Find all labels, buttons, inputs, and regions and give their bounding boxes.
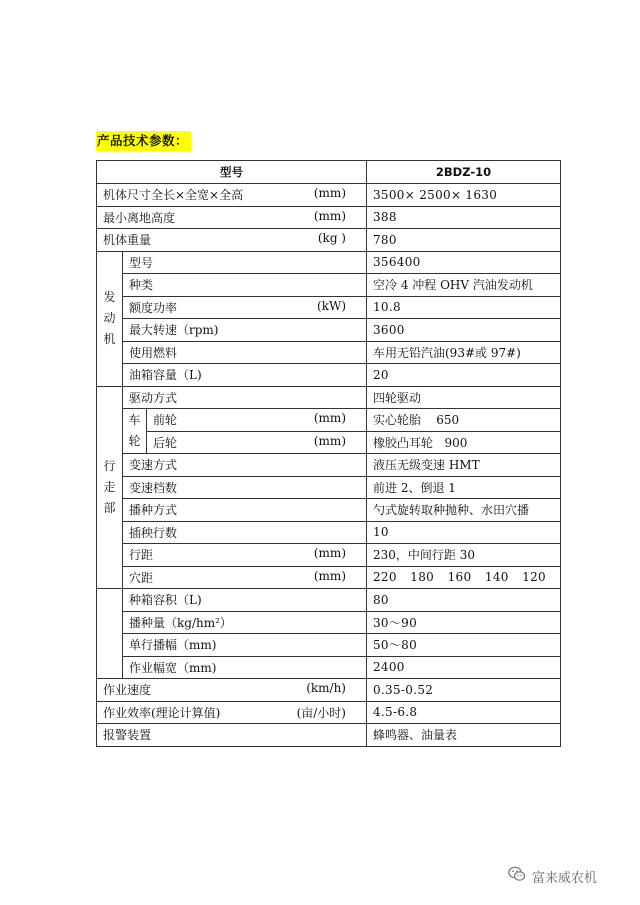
table-row (97, 431, 561, 454)
row-label: 使用燃料 (123, 341, 367, 364)
row-label: 播种量（kg/hm²） (123, 611, 367, 634)
row-value: 勺式旋转取种抛种、水田穴播 (367, 499, 561, 522)
row-label: 变速档数 (123, 476, 367, 499)
row-label: 油箱容量（L) (123, 364, 367, 387)
hole-spacing-value: 120 (522, 570, 546, 585)
row-value: 0.35-0.52 (367, 679, 561, 702)
hole-spacing-value: 220 (373, 570, 397, 585)
table-row (97, 229, 561, 252)
row-label: 作业速度 (103, 683, 152, 698)
table-row (97, 274, 561, 297)
engine-group-label: 发 动 机 (97, 251, 123, 386)
row-value: 50～80 (367, 634, 561, 657)
row-value: 10.8 (367, 296, 561, 319)
table-row (97, 701, 561, 724)
row-label: 驱动方式 (123, 386, 367, 409)
row-unit: (mm) (313, 433, 346, 448)
row-unit: (mm) (313, 186, 346, 201)
table-row (97, 319, 561, 342)
table-row (97, 544, 561, 567)
row-value: 橡胶凸耳轮 900 (367, 431, 561, 454)
row-value: 4.5-6.8 (367, 701, 561, 724)
row-label: 型号 (123, 251, 367, 274)
table-row (97, 634, 561, 657)
hole-spacing-value: 160 (447, 570, 472, 585)
row-label: 行距 (129, 548, 154, 563)
header-model-value: 2BDZ-10 (367, 161, 561, 184)
row-value: 空冷 4 冲程 OHV 汽油发动机 (367, 274, 561, 297)
table-row (97, 679, 561, 702)
header-model-label: 型号 (97, 161, 367, 184)
row-label: 作业幅宽（mm) (123, 656, 367, 679)
travel-group-label: 行 走 部 (97, 386, 123, 589)
row-unit: (mm) (313, 208, 346, 223)
table-row (97, 341, 561, 364)
row-value: 80 (367, 589, 561, 612)
row-label: 单行播幅（mm) (123, 634, 367, 657)
row-label: 机体尺寸全长×全宽×全高 (103, 188, 244, 203)
row-label: 后轮 (153, 435, 178, 450)
row-value: 388 (367, 206, 561, 229)
row-value: 10 (367, 521, 561, 544)
table-row (97, 611, 561, 634)
row-label: 最大转速（rpm) (123, 319, 367, 342)
row-unit: (kW) (317, 298, 346, 313)
table-row (97, 566, 561, 589)
table-row (97, 521, 561, 544)
row-value: 20 (367, 364, 561, 387)
row-unit: (km/h) (306, 681, 346, 696)
row-label: 播种方式 (123, 499, 367, 522)
row-value: 230，中间行距 30 (367, 544, 561, 567)
row-unit: (亩/小时) (296, 705, 346, 720)
hole-spacing-values (373, 570, 560, 584)
table-header (97, 161, 561, 184)
watermark-text: 富来威农机 (532, 870, 598, 886)
row-label: 种类 (123, 274, 367, 297)
row-value: 液压无级变速 HMT (367, 454, 561, 477)
table-row (97, 386, 561, 409)
row-value: 实心轮胎 650 (367, 409, 561, 432)
row-label: 机体重量 (103, 233, 152, 248)
row-label: 额度功率 (129, 300, 178, 315)
row-label: 前轮 (153, 413, 178, 428)
row-value: 四轮驱动 (367, 386, 561, 409)
table-row (97, 656, 561, 679)
row-value: 车用无铅汽油(93#或 97#) (367, 341, 561, 364)
row-label: 插秧行数 (123, 521, 367, 544)
row-label: 作业效率(理论计算值) (103, 705, 221, 720)
empty-group-cell (97, 589, 123, 679)
watermark (508, 866, 597, 886)
table-row (97, 724, 561, 747)
row-unit: (mm) (313, 546, 346, 561)
table-row (97, 364, 561, 387)
row-value: 2400 (367, 656, 561, 679)
wheel-group-label: 车 轮 (123, 409, 147, 454)
spec-table (96, 160, 561, 747)
row-label: 变速方式 (123, 454, 367, 477)
table-row (97, 589, 561, 612)
row-value: 780 (367, 229, 561, 252)
wechat-icon (508, 866, 532, 886)
table-row (97, 499, 561, 522)
row-label: 最小离地高度 (103, 210, 176, 225)
hole-spacing-value: 180 (410, 570, 435, 585)
row-label: 种箱容积（L) (123, 589, 367, 612)
table-row (97, 454, 561, 477)
row-unit: (kg ) (317, 231, 346, 246)
row-label: 穴距 (129, 570, 154, 585)
row-unit: (mm) (313, 568, 346, 583)
table-row (97, 184, 561, 207)
table-row (97, 296, 561, 319)
table-row (97, 476, 561, 499)
table-row (97, 409, 561, 432)
row-unit: (mm) (313, 411, 346, 426)
table-row (97, 206, 561, 229)
row-value: 356400 (367, 251, 561, 274)
hole-spacing-value: 140 (484, 570, 509, 585)
section-heading: 产品技术参数： (96, 131, 191, 151)
table-row (97, 251, 561, 274)
row-label: 报警装置 (97, 724, 367, 747)
row-value: 前进 2、倒退 1 (367, 476, 561, 499)
row-value: 蜂鸣器、油量表 (367, 724, 561, 747)
row-value: 3500× 2500× 1630 (367, 184, 561, 207)
row-value: 30～90 (367, 611, 561, 634)
row-value: 3600 (367, 319, 561, 342)
